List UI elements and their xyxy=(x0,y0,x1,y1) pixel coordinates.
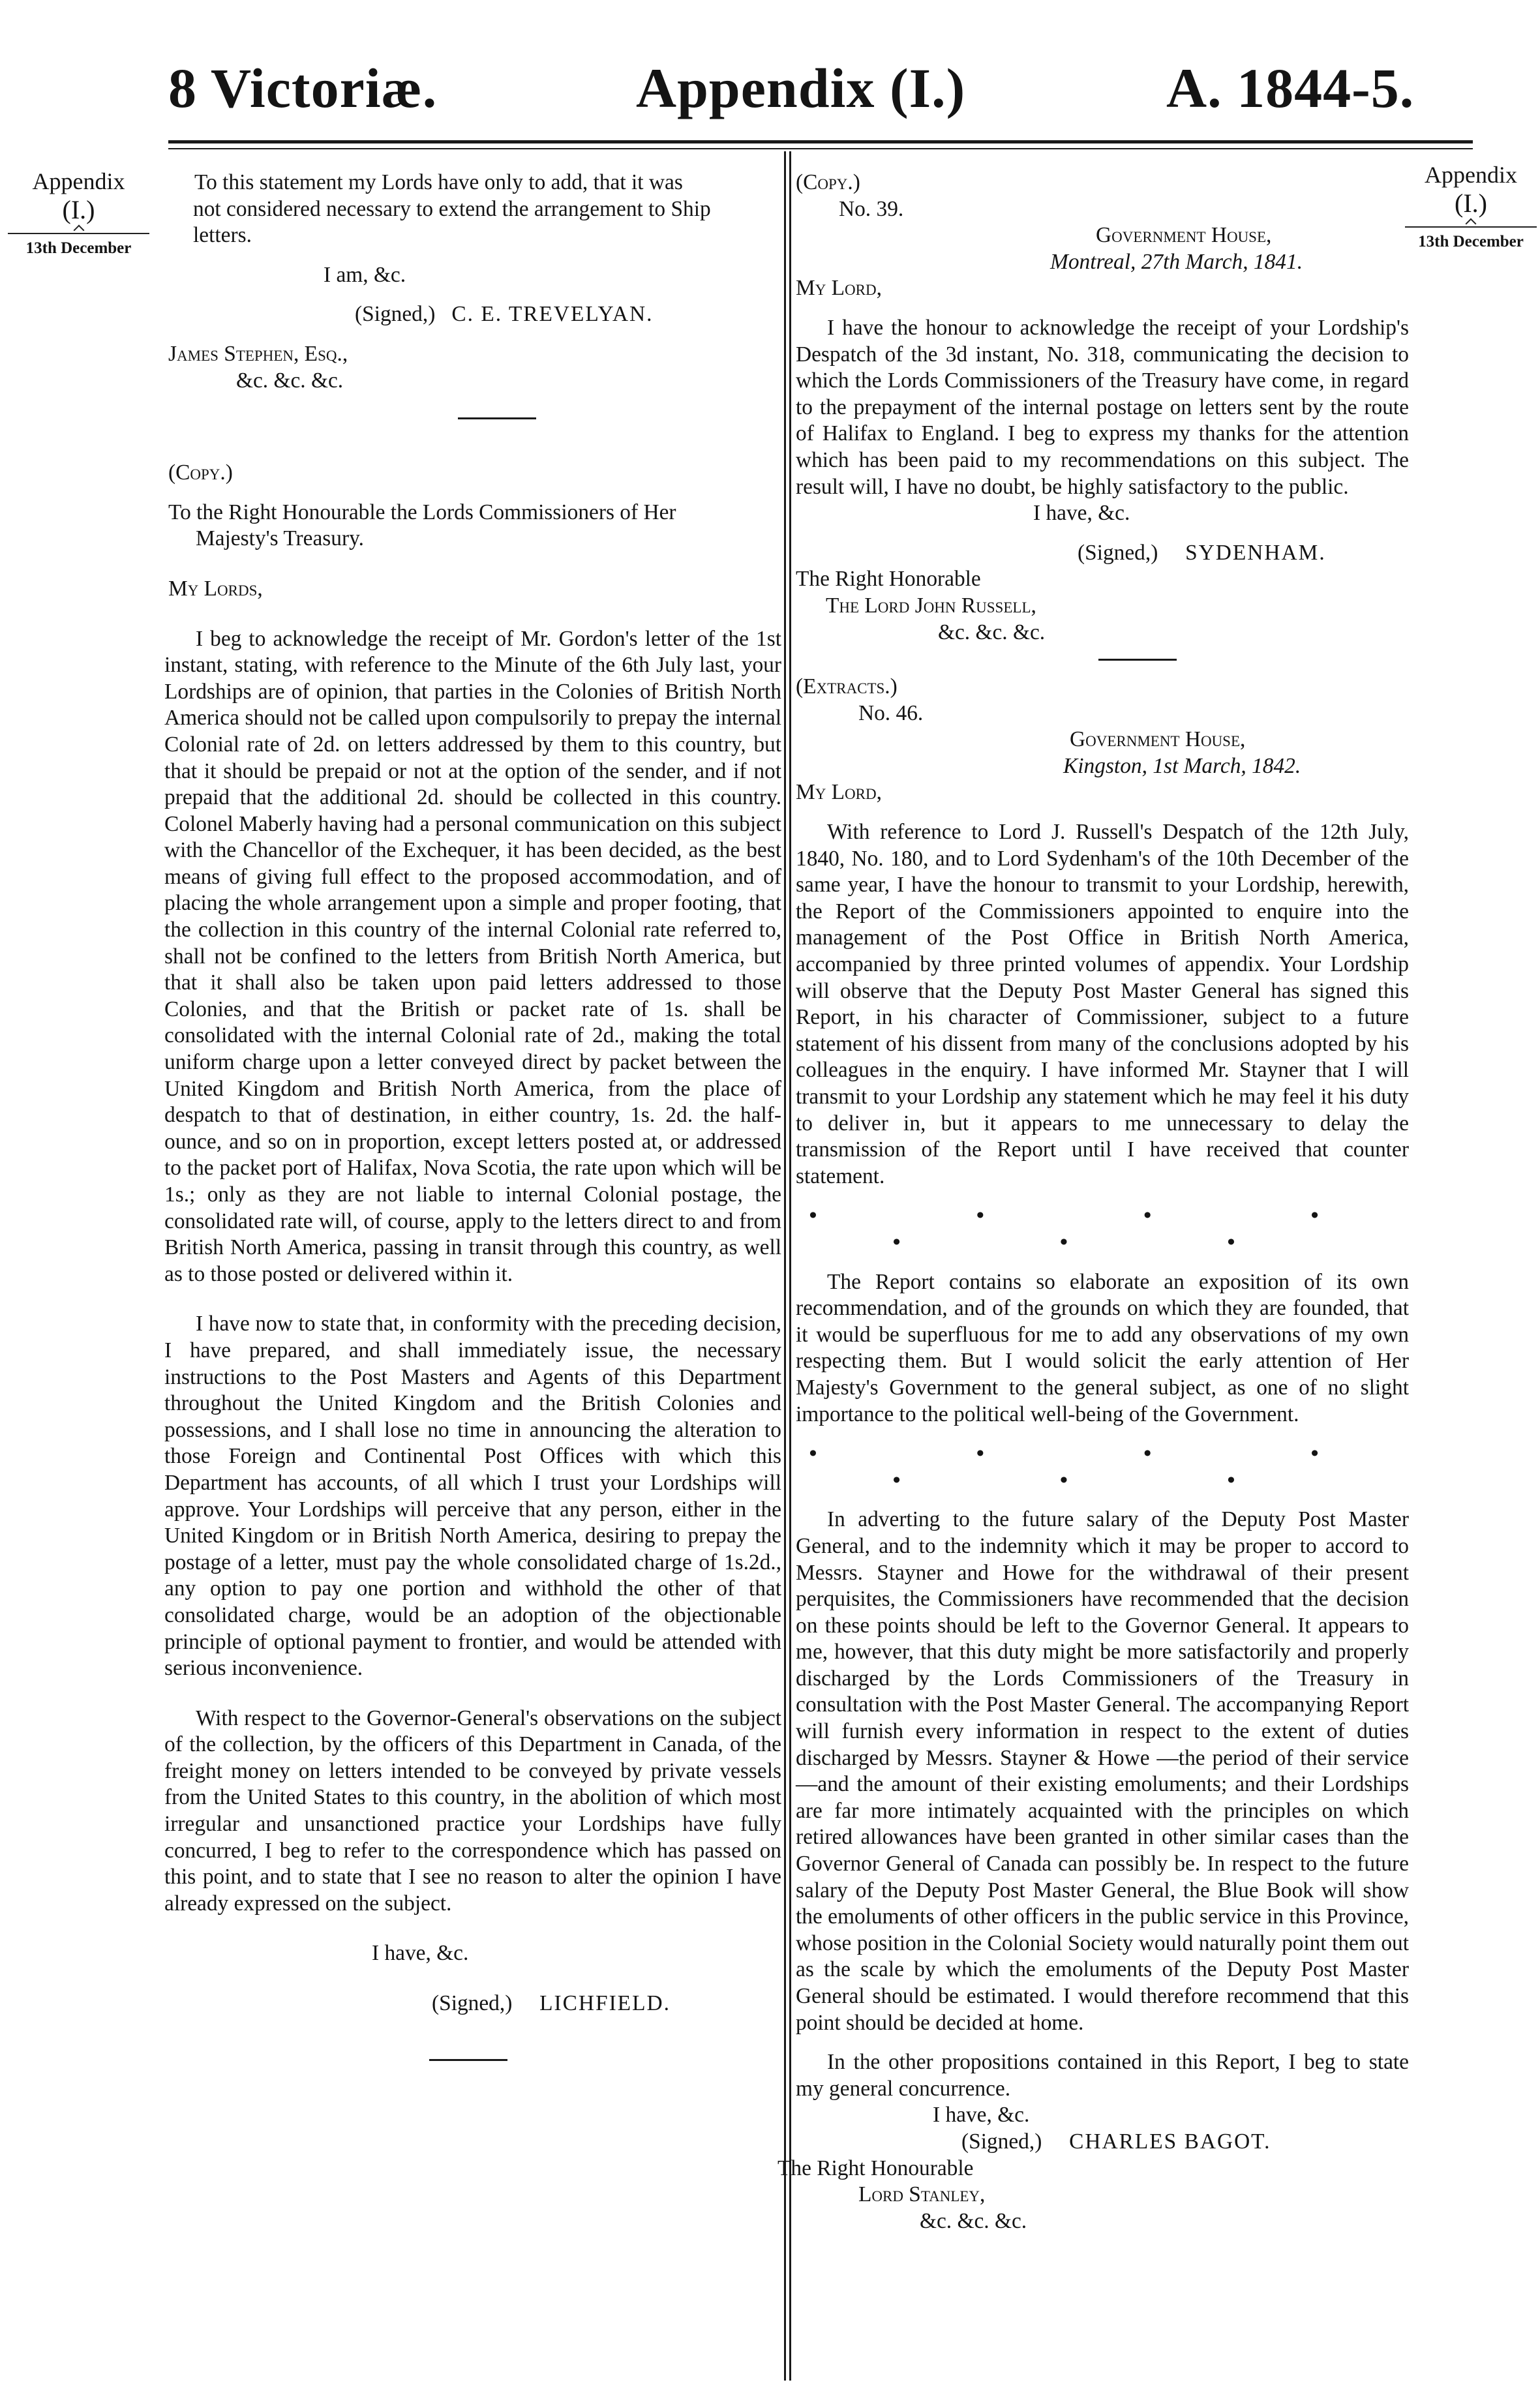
letter-paragraph: I have the honour to acknowledge the receipt of your Lordship's Despatch of the 3d instant, No. 318, communicating the decision to which the Lords Commissioners of the Treasury have come, in regard to the prepayment of the internal postage on letters sent by the route of Halifax to England. I beg to express my thanks for the attention which has been paid to my recommendations on this subject. The result will, I have no doubt, be highly satisfactory to the public. xyxy=(796,315,1409,499)
copy-label: (Copy.) xyxy=(796,170,860,194)
margin-note-right xyxy=(1402,162,1539,252)
header-right: A. 1844-5. xyxy=(1166,57,1415,119)
margin-brace xyxy=(1402,218,1539,233)
letter-date: Montreal, 27th March, 1841. xyxy=(1050,249,1303,274)
letter-number: No. 39. xyxy=(839,196,904,221)
addressee-line: Lord Stanley, xyxy=(858,2182,986,2207)
section-separator xyxy=(429,2059,507,2061)
closing: I have, &c. xyxy=(1033,501,1130,526)
signature-bagot: CHARLES BAGOT. xyxy=(1069,2129,1271,2154)
addressee-name: James Stephen, Esq., xyxy=(168,341,348,366)
letter-place: Government House, xyxy=(1096,223,1272,248)
margin-note-date: 13th December xyxy=(25,239,132,258)
addressee-line: The Right Honourable xyxy=(778,2156,974,2180)
ellipsis-stars: • • • • • • • xyxy=(809,1441,1396,1492)
header-rule-thick xyxy=(168,140,1473,143)
copy-label: (Copy.) xyxy=(168,460,233,485)
letter-date: Kingston, 1st March, 1842. xyxy=(1063,753,1301,778)
letter-paragraph: In adverting to the future salary of the Deputy Post Master General, and to the indemnity which it may be proper to accord to Messrs. Stayner and Howe for the withdrawal of their present perquisites, the Commissioners have recommended that the decision on these points should be left to the Governor General. It appears to me, however, that this duty might be more satisfactorily and properly discharged by the Lords Commissioners of the Treasury in consultation with the Post Master General. The accompanying Report will furnish every information in respect to the extent of duties discharged by Messrs. Stayner & Howe —the period of their service—and the amount of their existing emoluments; and their Lordships are far more intimately acquainted with the principles on which retired allowances have been granted in other similar cases than the Governor General of Canada can possibly be. In respect to the future salary of the Deputy Post Master General, the Blue Book will show the emoluments of other officers in the public service in this Province, whose position in the Colonial Society would naturally point them out as the scale by which the emoluments of the Deputy Post Master General should be estimated. I would therefore recommend that this point should be decided at home. xyxy=(796,1507,1409,2035)
signature-sydenham: SYDENHAM. xyxy=(1185,540,1326,565)
addressee-etc: &c. &c. &c. xyxy=(920,2208,1027,2233)
margin-brace xyxy=(5,225,152,239)
letter-number: No. 46. xyxy=(858,700,924,725)
salutation: My Lord, xyxy=(796,780,882,805)
addressee-etc: &c. &c. &c. xyxy=(236,368,344,393)
closing: I have, &c. xyxy=(933,2103,1030,2128)
margin-note-date: 13th December xyxy=(1418,233,1524,251)
right-column xyxy=(778,170,1409,2234)
header-left: 8 Victoriæ. xyxy=(168,57,438,119)
left-column xyxy=(164,170,781,2061)
ellipsis-stars: • • • • • • • xyxy=(809,1203,1396,1254)
recipient-line: To the Right Honourable the Lords Commissioners of Her xyxy=(168,500,676,524)
salutation: My Lord, xyxy=(796,276,882,301)
letter-paragraph: In the other propositions contained in this Report, I beg to state my general concurrence. xyxy=(796,2050,1409,2101)
letter-paragraph: I have now to state that, in conformity with the preceding decision, I have prepared, and shall immediately issue, the necessary instructions to the Post Masters and Agents of this Department throughout the United Kingdom and the British Colonies and possessions, and I shall lose no time in announcing the alteration to those Foreign and Continental Post Offices with which this Department has accounts, of all which I trust your Lordships will approve. Your Lordships will perceive that any person, either in the United Kingdom or in British North America, desiring to prepay the postage of a letter, must pay the whole consolidated charge of 1s.2d., any option to pay one portion and withhold the other of that consolidated charge, would be an adoption of the objectionable principle of optional payment to frontier, and would be attended with serious inconvenience. xyxy=(164,1312,781,1681)
signature-lichfield: LICHFIELD. xyxy=(539,1991,671,2016)
letter-paragraph: I beg to acknowledge the receipt of Mr. Gordon's letter of the 1st instant, stating, with reference to the Minute of the 6th July last, your Lordships are of opinion, that parties in the Colonies of British North America should not be called upon compulsorily to prepay the internal Colonial rate of 2d. on letters addressed by them to this country, but that it should be prepaid or not at the option of the sender, and if not prepaid that the additional 2d. should be collected in this country. Colonel Maberly having had a personal communication on this subject with the Chancellor of the Exchequer, it has been decided, as the best means of giving full effect to the proposed accommodation, and of placing the whole arrangement upon a simple and proper footing, that the collection in this country of the internal Colonial rate referred to, shall not be confined to the letters from British North America, but that it shall also be taken upon paid letters addressed to those Colonies, and that the British or packet rate of 1s. shall be consolidated with the internal Colonial rate of 2d., making the total uniform charge upon a letter conveyed direct by packet between the United Kingdom and British North America, from the place of despatch to that of destination, in either country, 1s. 2d. the half-ounce, and so on in proportion, except letters posted at, or addressed to the packet port of Halifax, Nova Scotia, the rate upon which will be 1s.; only as they are not liable to internal Colonial postage, the consolidated rate will, of course, apply to the letters direct to and from British North America, passing in transit through this country, as well as to those posted or delivered within it. xyxy=(164,626,781,1286)
margin-note-left xyxy=(5,168,152,258)
column-rule-2 xyxy=(789,151,791,2381)
margin-note-number: (I.) xyxy=(1455,188,1487,218)
letter-paragraph: The Report contains so elaborate an exposition of its own recommendation, and of the grounds on which they are founded, that it would be superfluous for me to add any observations of my own respecting them. But I would solicit the early attention of Her Majesty's Government to the general subject, as one of no slight importance to the political well-being of the Government. xyxy=(796,1269,1409,1426)
margin-note-appendix: Appendix xyxy=(1425,162,1517,188)
closing: I am, &c. xyxy=(324,262,406,287)
signed-label: (Signed,) xyxy=(961,2129,1042,2154)
closing: I have, &c. xyxy=(372,1941,469,1966)
letter-paragraph: With reference to Lord J. Russell's Despatch of the 12th July, 1840, No. 180, and to Lord Sydenham's of the 10th December of the same year, I have the honour to transmit to your Lordship, herewith, the Report of the Commissioners appointed to enquire into the management of the Post Office in British North America, accompanied by three printed volumes of appendix. Your Lordship will observe that the Deputy Post Master General has signed this Report, in his character of Commissioner, subject to a future statement of his dissent from many of the conclusions adopted by his colleagues in the enquiry. I have informed Mr. Stayner that I will transmit to your Lordship any statement which he may feel it his duty to deliver in, but it appears to me unnecessary to delay the transmission of the Report until I have received that counter statement. xyxy=(796,820,1409,1188)
signed-label: (Signed,) xyxy=(432,1991,513,2016)
header-rule-thin xyxy=(168,148,1473,149)
signed-label: (Signed,) xyxy=(1078,540,1158,565)
addressee-etc: &c. &c. &c. xyxy=(938,620,1046,644)
intro-line: To this statement my Lords have only to add, that it was xyxy=(194,170,683,194)
signed-label: (Signed,) xyxy=(355,302,436,327)
signature-trevelyan: C. E. TREVELYAN. xyxy=(451,302,654,327)
letter-paragraph: With respect to the Governor-General's observations on the subject of the collection, by the officers of this Department in Canada, of the freight money on letters intended to be conveyed by private vessels from the United States to this country, in the abolition of which most irregular and unsanctioned practice your Lordships have fully concurred, I beg to refer to the correspondence which has passed on this point, and to state that I see no reason to alter the opinion I have already expressed on the subject. xyxy=(164,1706,781,1916)
header-title: Appendix (I.) xyxy=(636,57,966,119)
intro-line: letters. xyxy=(193,223,252,248)
recipient-line: Majesty's Treasury. xyxy=(196,526,364,551)
margin-note-appendix: Appendix xyxy=(32,168,125,194)
extracts-label: (Extracts.) xyxy=(796,674,898,699)
addressee-line: The Lord John Russell, xyxy=(826,593,1036,618)
intro-line: not considered necessary to extend the arrangement to Ship xyxy=(193,196,711,221)
column-rule-1 xyxy=(784,151,786,2381)
margin-note-number: (I.) xyxy=(62,195,95,225)
salutation: My Lords, xyxy=(168,576,263,601)
addressee-line: The Right Honorable xyxy=(796,567,981,592)
letter-place: Government House, xyxy=(1070,727,1246,752)
